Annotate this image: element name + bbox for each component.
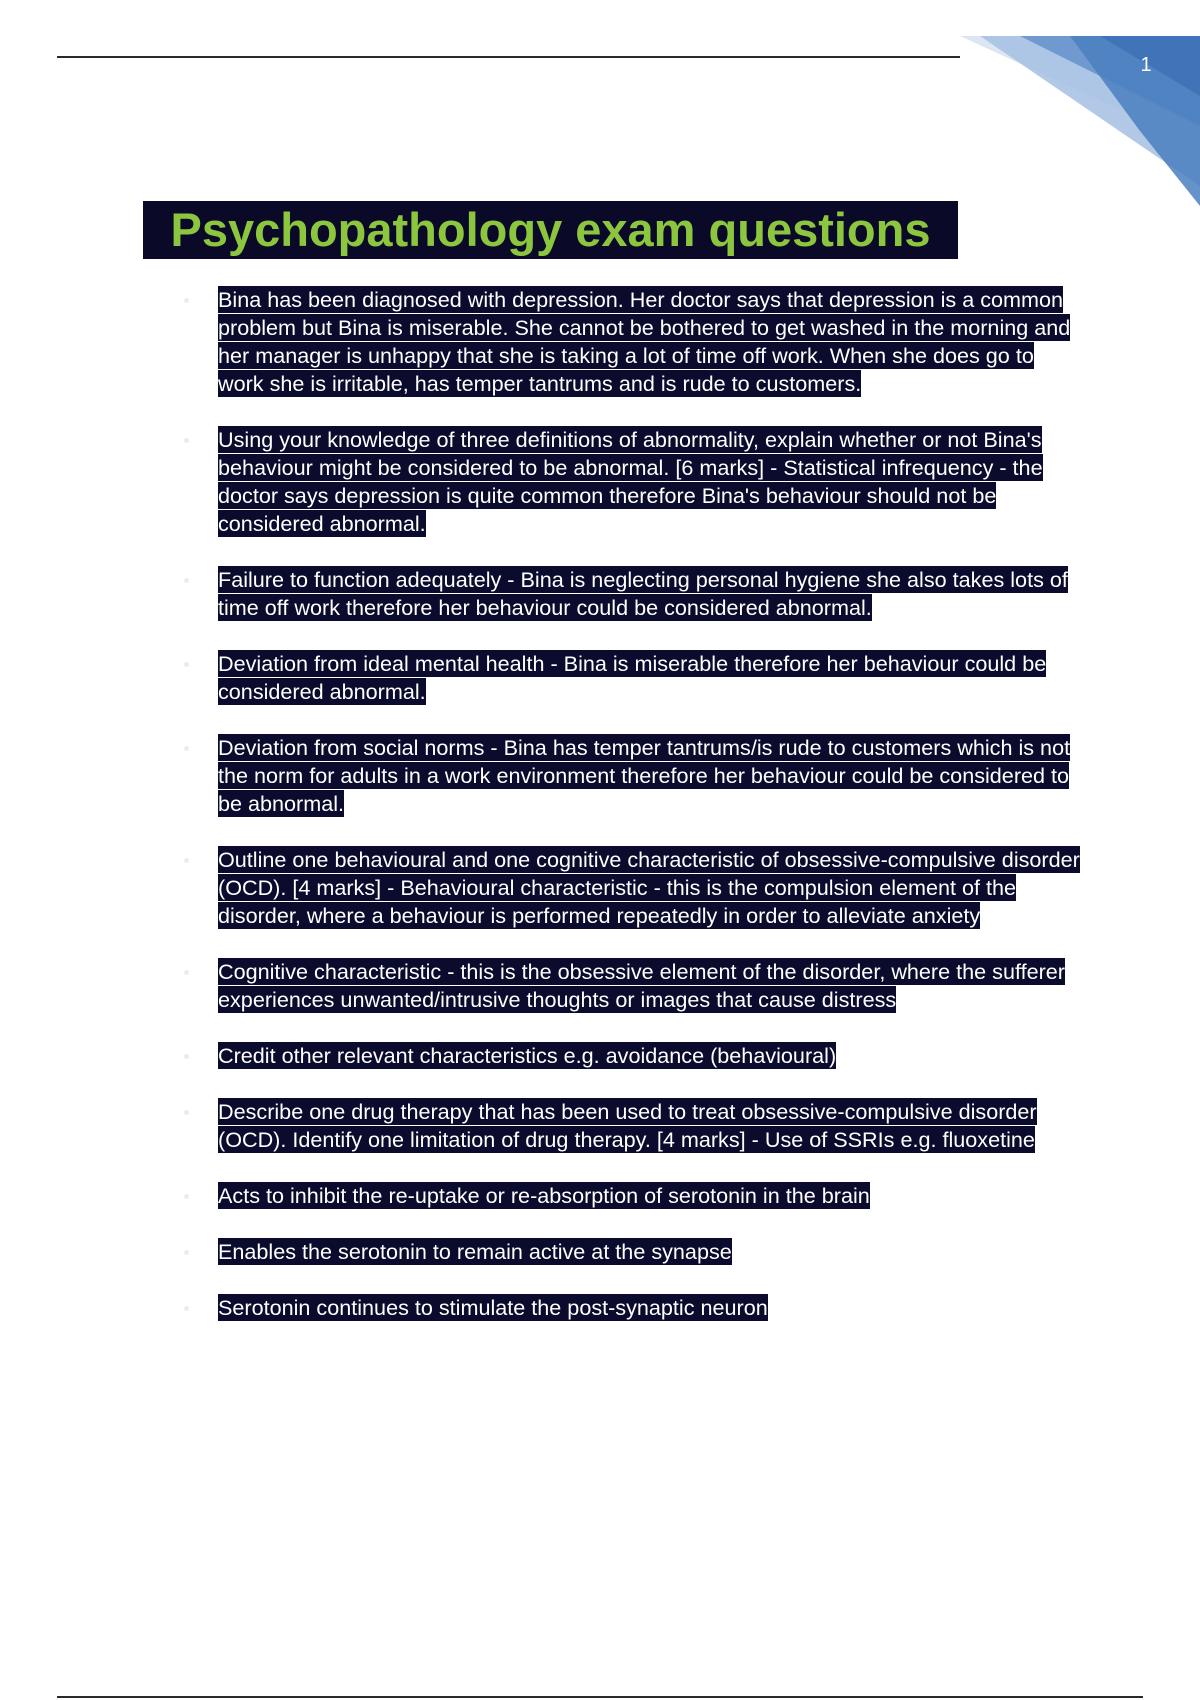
- item-text: Cognitive characteristic - this is the obsessive element of the disorder, where the sufferer experiences unwanted/intrusive thoughts or images that cause distress: [218, 959, 1065, 1012]
- bullet-icon: [184, 858, 189, 863]
- question-list: [180, 286, 1085, 1350]
- list-item: [180, 1294, 1085, 1322]
- bullet-icon: [184, 438, 189, 443]
- item-text: Serotonin continues to stimulate the post-synaptic neuron: [218, 1295, 768, 1320]
- item-text: Failure to function adequately - Bina is neglecting personal hygiene she also takes lots of time off work therefore her behaviour could be considered abnormal.: [218, 567, 1068, 620]
- header-rule: [57, 56, 960, 58]
- bullet-icon: [184, 1110, 189, 1115]
- bullet-icon: [184, 578, 189, 583]
- list-item: [180, 1238, 1085, 1266]
- list-item: [180, 1042, 1085, 1070]
- list-item: [180, 286, 1085, 398]
- list-item: [180, 566, 1085, 622]
- bullet-icon: [184, 970, 189, 975]
- list-item: [180, 426, 1085, 538]
- bullet-icon: [184, 1194, 189, 1199]
- bullet-icon: [184, 1306, 189, 1311]
- item-text: Describe one drug therapy that has been used to treat obsessive-compulsive disorder (OCD). Identify one limitation of drug therapy. [4 marks] - Use of SSRIs e.g. fluoxetine: [218, 1099, 1037, 1152]
- item-text: Acts to inhibit the re-uptake or re-absorption of serotonin in the brain: [218, 1183, 870, 1208]
- list-item: [180, 958, 1085, 1014]
- list-item: [180, 1098, 1085, 1154]
- bullet-icon: [184, 1250, 189, 1255]
- bullet-icon: [184, 1054, 189, 1059]
- footer-rule: [57, 1696, 1143, 1698]
- bullet-icon: [184, 746, 189, 751]
- list-item: [180, 734, 1085, 818]
- item-text: Credit other relevant characteristics e.g. avoidance (behavioural): [218, 1043, 837, 1068]
- list-item: [180, 846, 1085, 930]
- item-text: Using your knowledge of three definitions of abnormality, explain whether or not Bina's behaviour might be considered to be abnormal. [6 marks] - Statistical infrequency - the doctor says depression is quite common therefore Bina's behaviour should not be considered abnormal.: [218, 427, 1043, 536]
- page-number: 1: [1140, 54, 1152, 76]
- bullet-icon: [184, 662, 189, 667]
- bullet-icon: [184, 298, 189, 303]
- item-text: Deviation from social norms - Bina has temper tantrums/is rude to customers which is not the norm for adults in a work environment therefore her behaviour could be considered to be abnormal.: [218, 735, 1071, 816]
- item-text: Bina has been diagnosed with depression. Her doctor says that depression is a common problem but Bina is miserable. She cannot be bothered to get washed in the morning and her manager is unhappy that she is taking a lot of time off work. When she does go to work she is irritable, has temper tantrums and is rude to customers.: [218, 287, 1071, 396]
- page-corner-decoration: [960, 36, 1200, 206]
- list-item: [180, 650, 1085, 706]
- list-item: [180, 1182, 1085, 1210]
- page-title: Psychopathology exam questions: [143, 201, 958, 259]
- item-text: Outline one behavioural and one cognitive characteristic of obsessive-compulsive disorder (OCD). [4 marks] - Behavioural characteristic - this is the compulsion element of the disorder, where a behaviour is performed repeatedly in order to alleviate anxiety: [218, 847, 1080, 928]
- item-text: Deviation from ideal mental health - Bina is miserable therefore her behaviour could be considered abnormal.: [218, 651, 1047, 704]
- item-text: Enables the serotonin to remain active at the synapse: [218, 1239, 732, 1264]
